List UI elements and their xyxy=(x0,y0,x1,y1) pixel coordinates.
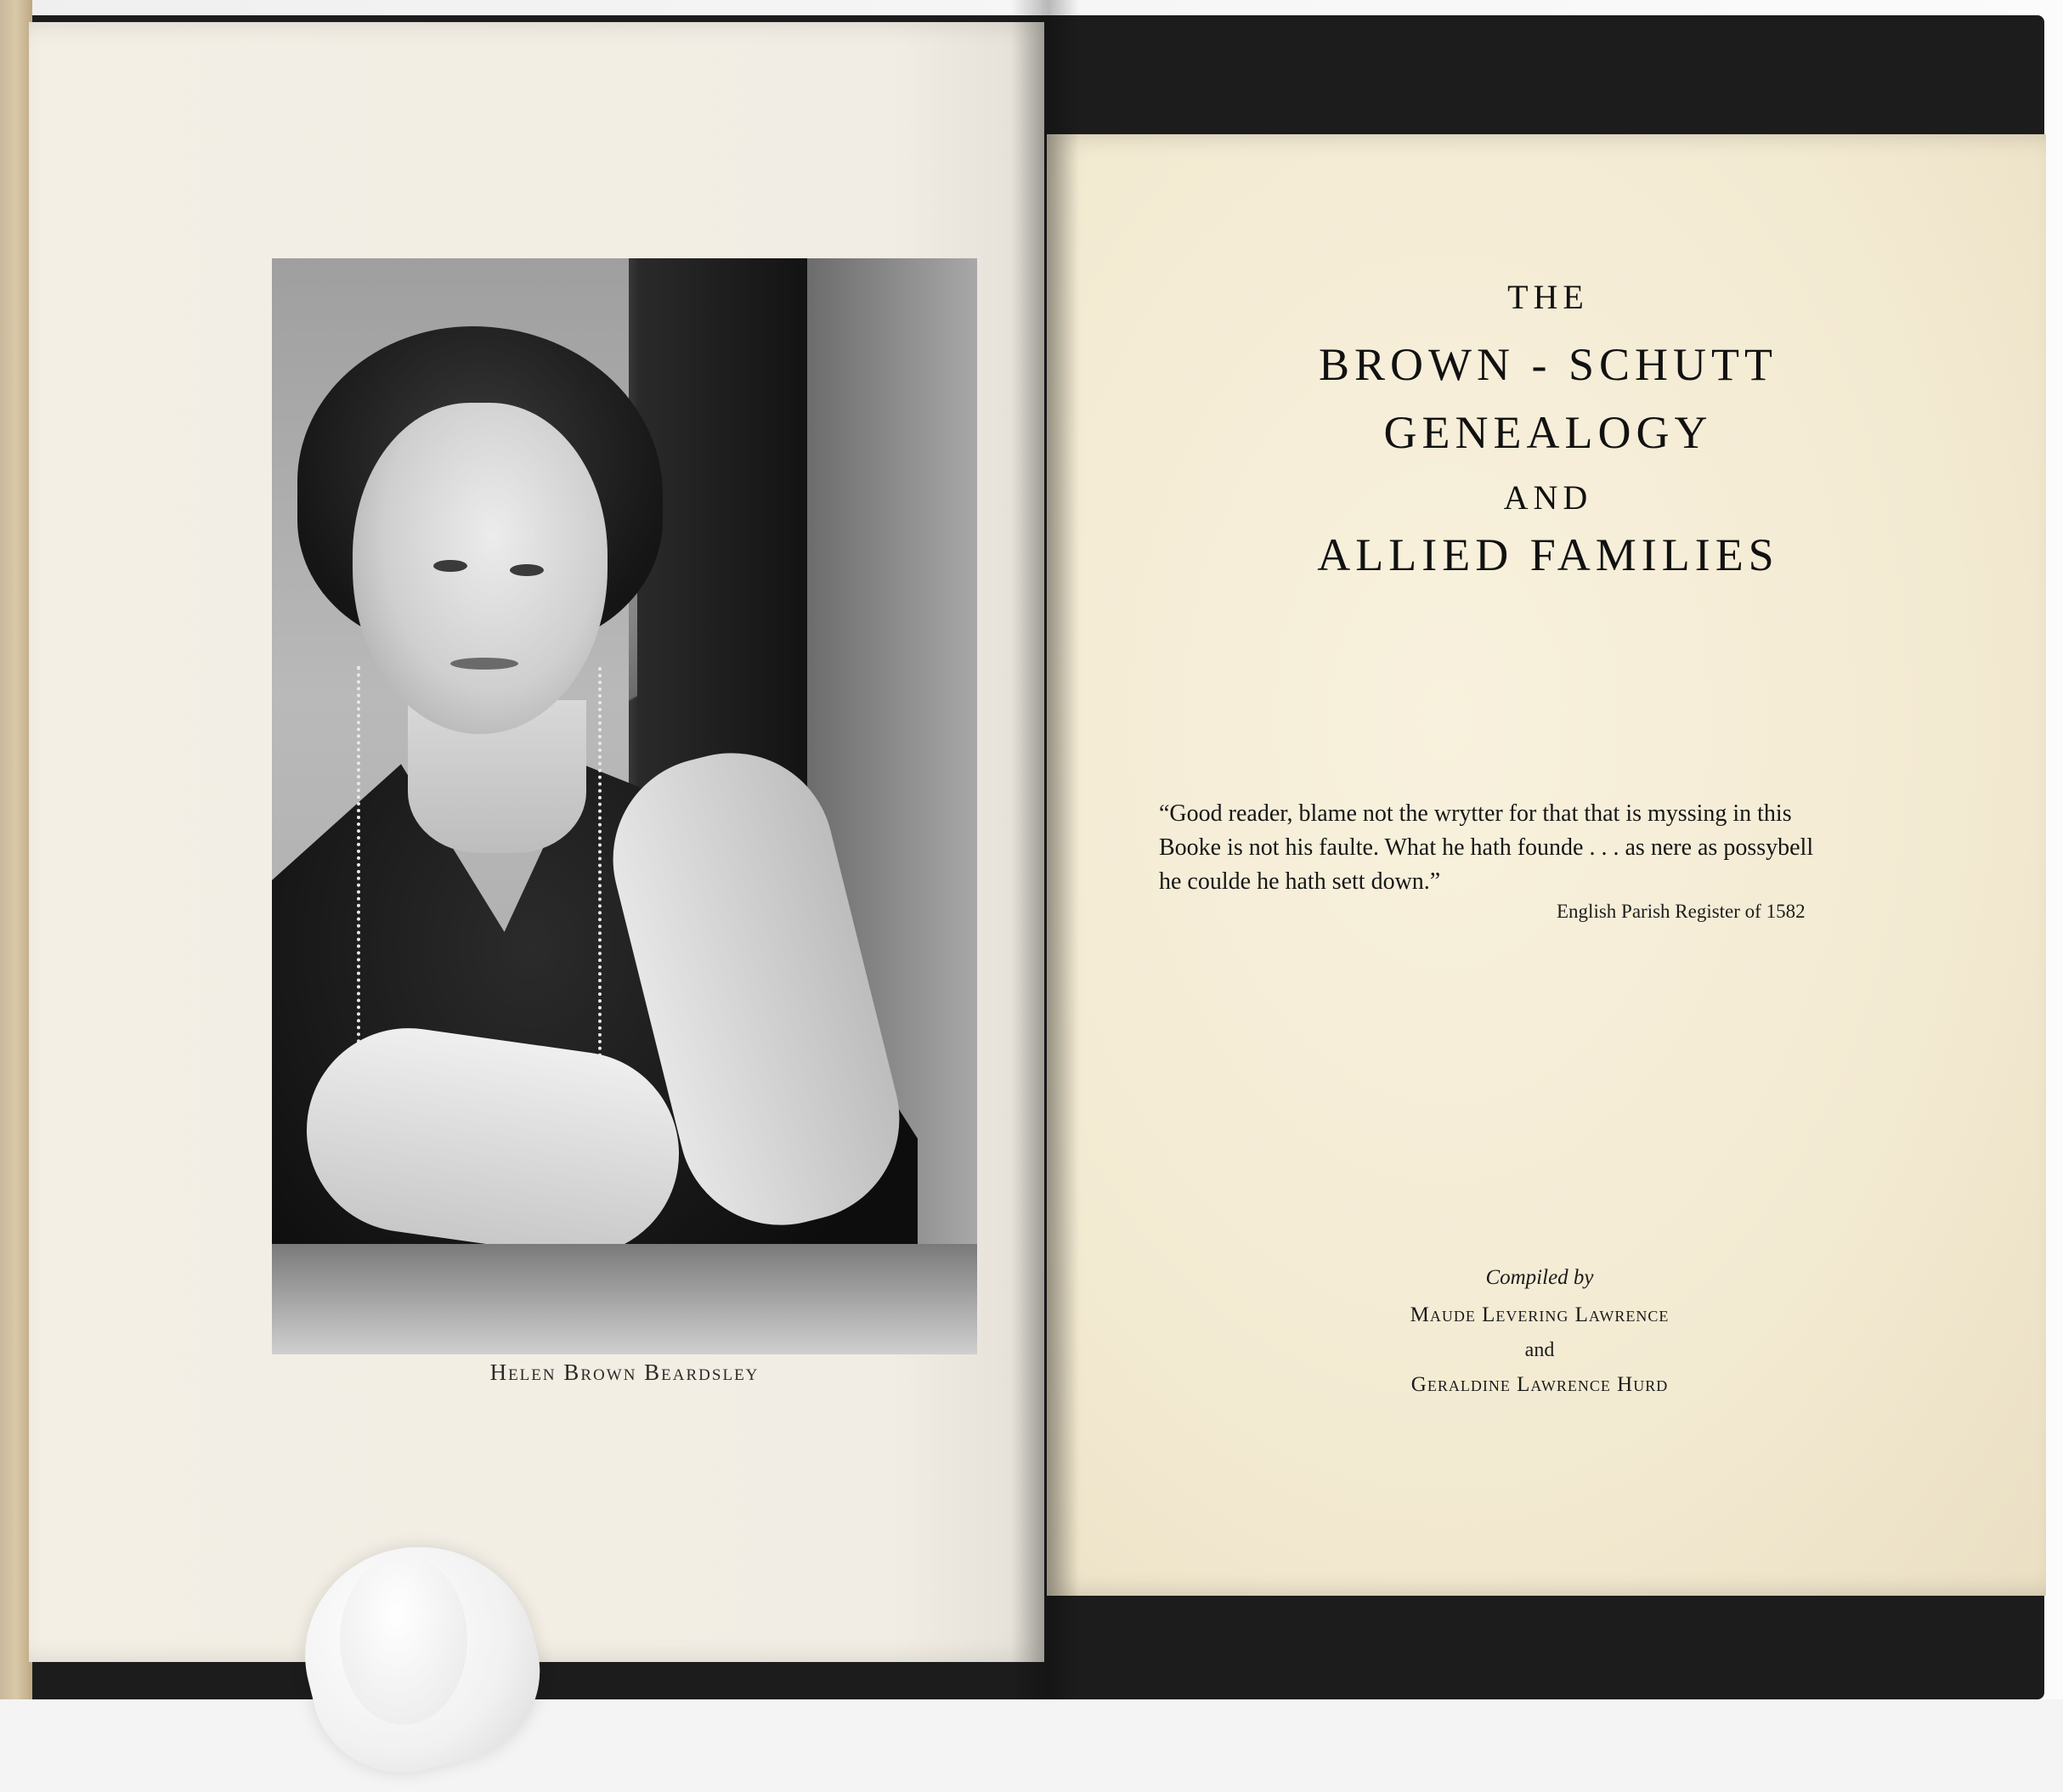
spine-shadow xyxy=(1011,0,1079,1699)
title-line-brown-schutt: BROWN - SCHUTT xyxy=(1319,339,1778,390)
title-and: AND xyxy=(1503,478,1593,517)
title-line-genealogy: GENEALOGY xyxy=(1383,407,1713,458)
author-name: Geraldine Lawrence Hurd xyxy=(1410,1373,1669,1396)
portrait-eye-right xyxy=(510,564,544,576)
left-page xyxy=(29,22,1044,1662)
quote-line: Booke is not his faulte. What he hath founde . . . as nere as possybell xyxy=(1159,834,1814,861)
quote-line: he coulde he hath sett down.” xyxy=(1159,868,1441,895)
portrait-desk xyxy=(272,1244,977,1354)
portrait-eye-left xyxy=(433,560,467,572)
glove-thumb xyxy=(340,1555,467,1725)
title-the: THE xyxy=(1507,278,1589,316)
portrait-photo xyxy=(272,258,977,1354)
compiled-by-label: Compiled by xyxy=(1485,1266,1594,1289)
title-page xyxy=(1047,134,2046,1596)
author-name: Maude Levering Lawrence xyxy=(1410,1303,1670,1326)
title-line-allied-families: ALLIED FAMILIES xyxy=(1317,529,1779,580)
quote-line: “Good reader, blame not the wrytter for that that is myssing in this xyxy=(1159,800,1792,827)
author-conjunction: and xyxy=(1524,1339,1555,1361)
portrait-caption: Helen Brown Beardsley xyxy=(489,1360,760,1385)
epigraph-quote xyxy=(1159,797,1873,899)
quote-source: English Parish Register of 1582 xyxy=(1557,901,1806,922)
book-edge xyxy=(0,0,32,1699)
